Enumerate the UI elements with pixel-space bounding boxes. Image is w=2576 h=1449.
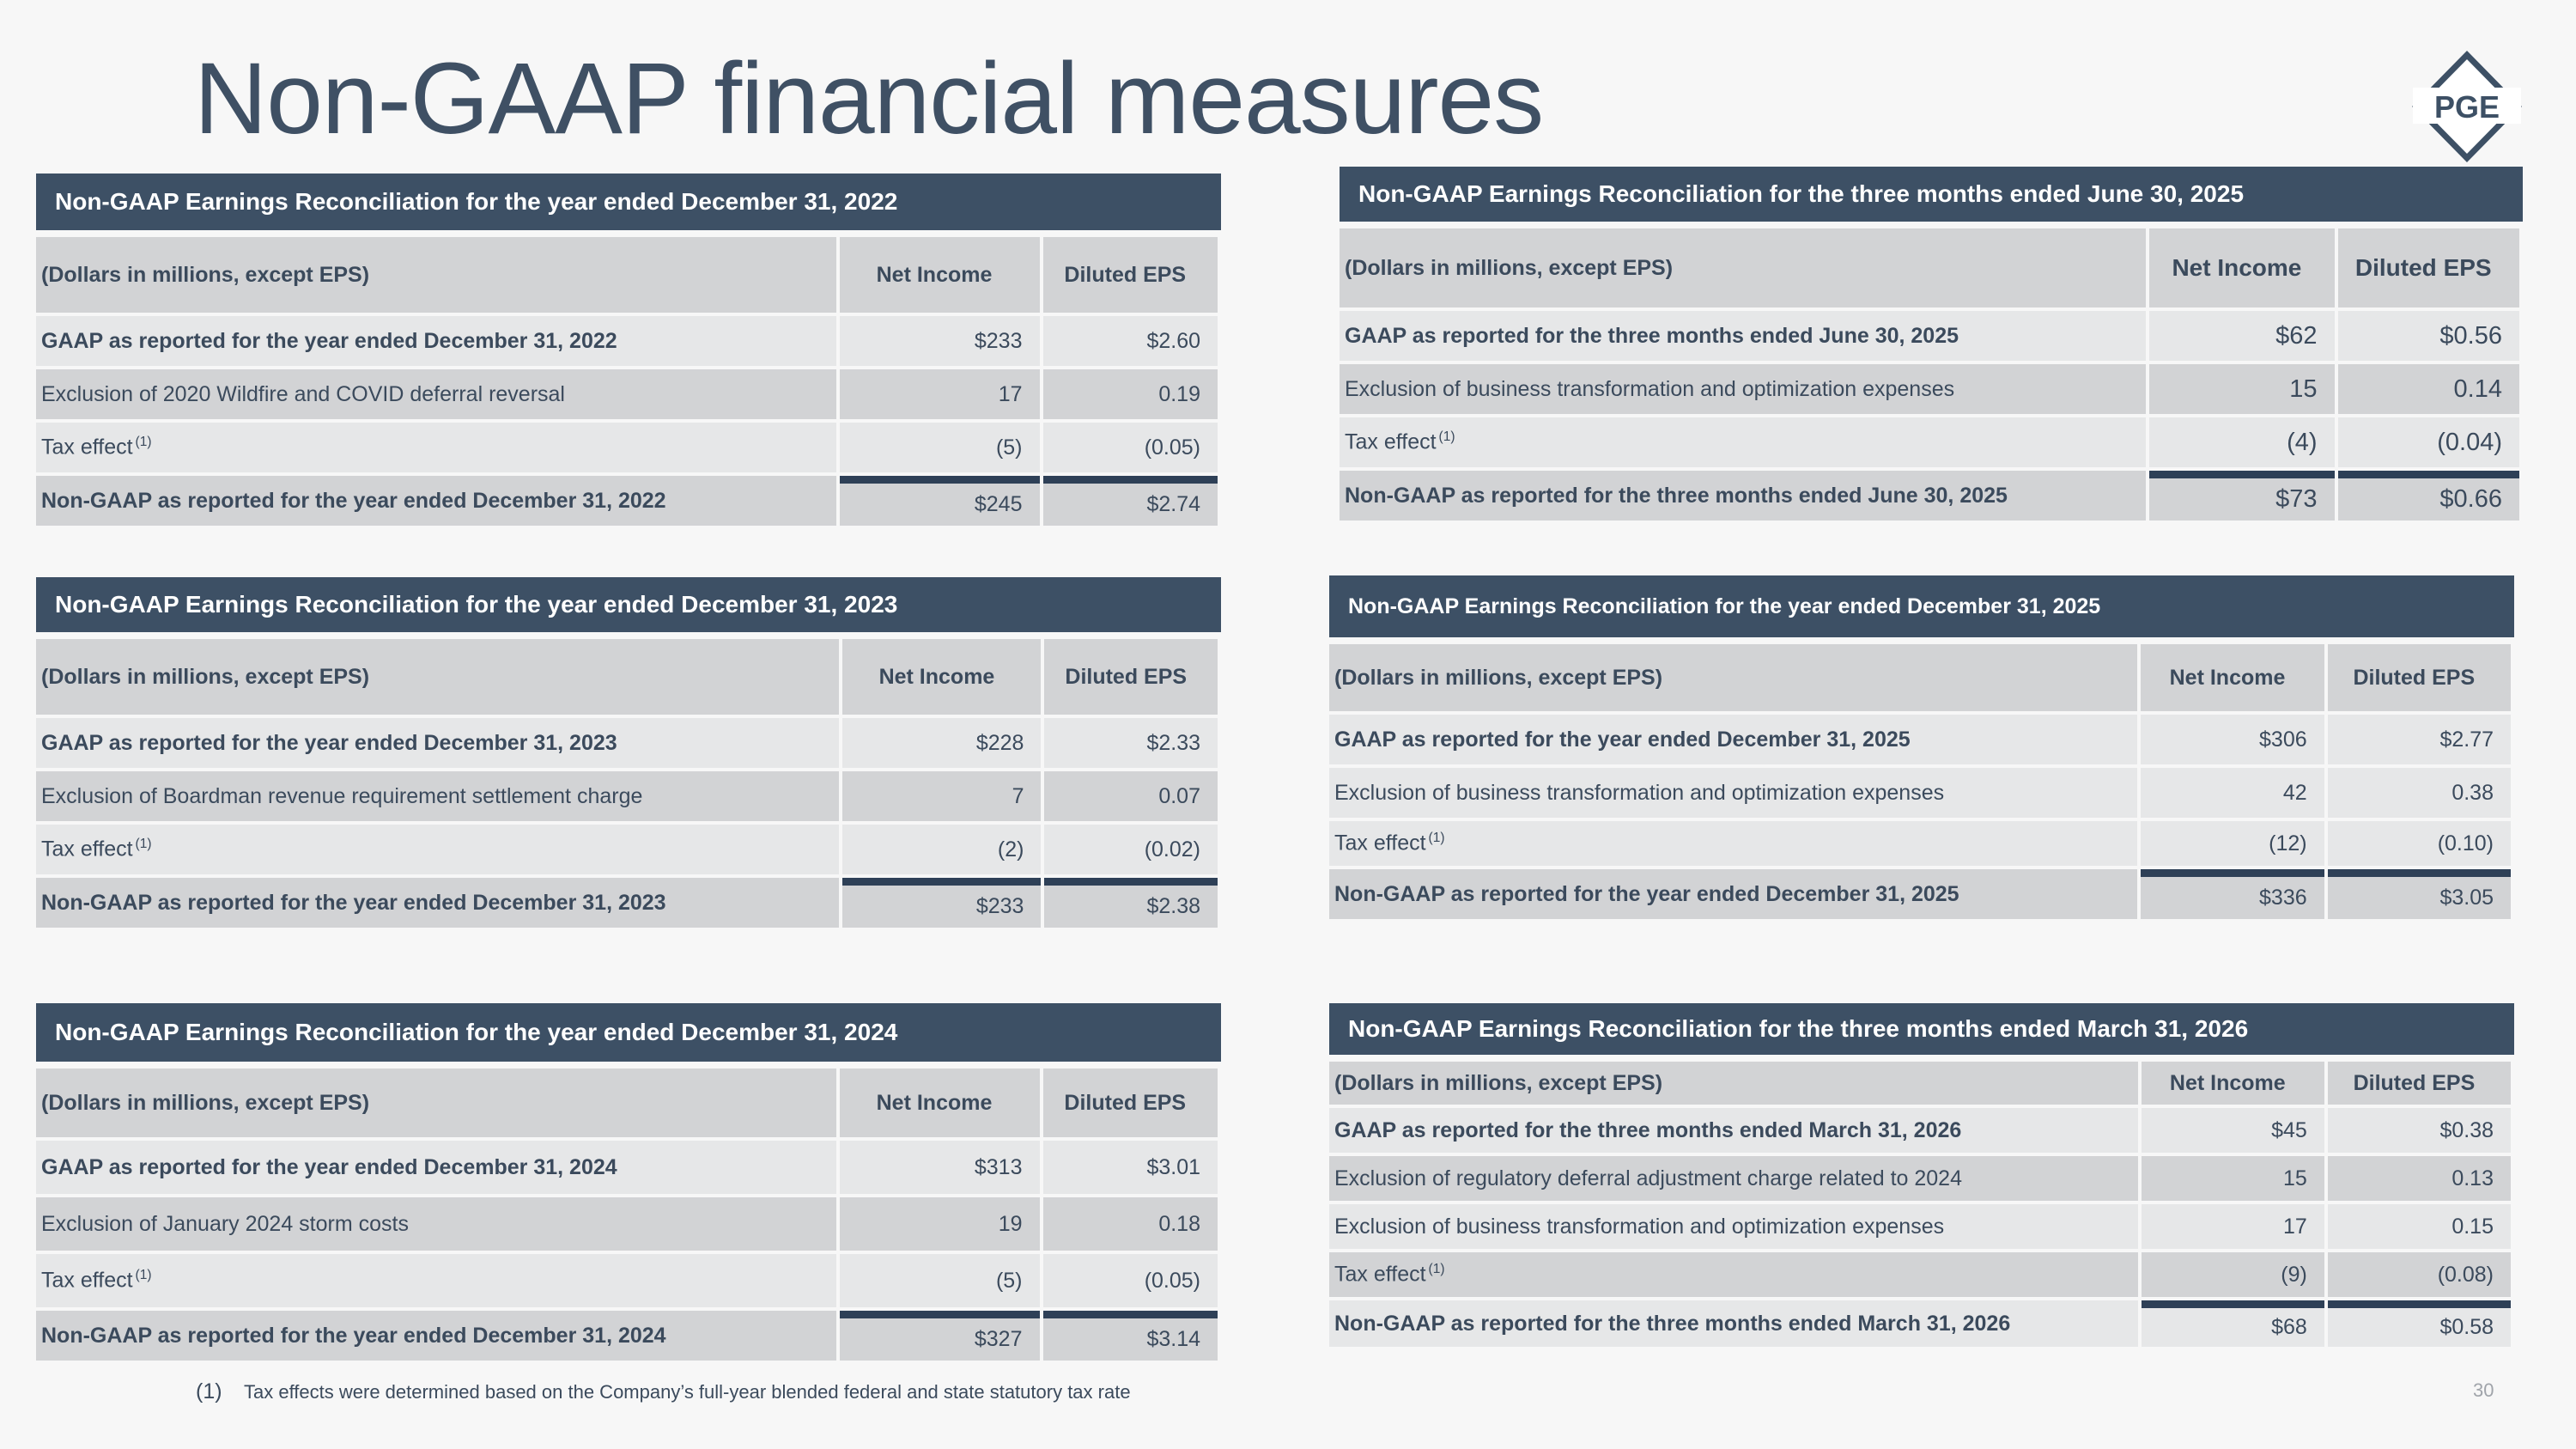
footnote-ref: (1) xyxy=(135,1268,152,1283)
cell-net-income: $68 xyxy=(2142,1300,2324,1347)
cell-net-income: (12) xyxy=(2141,821,2324,866)
cell-diluted-eps: (0.05) xyxy=(1043,423,1218,472)
cell-diluted-eps: $3.01 xyxy=(1043,1141,1218,1194)
column-net-income: Net Income xyxy=(2141,644,2324,711)
cell-diluted-eps: $0.66 xyxy=(2338,471,2519,521)
column-net-income: Net Income xyxy=(2142,1062,2324,1105)
cell-net-income: $73 xyxy=(2149,471,2334,521)
column-diluted-eps: Diluted EPS xyxy=(2328,1062,2511,1105)
cell-diluted-eps: (0.08) xyxy=(2328,1252,2511,1297)
cell-diluted-eps: (0.05) xyxy=(1043,1254,1218,1307)
footnote-text: Tax effects were determined based on the Company’s full-year blended federal and state statutory tax rate xyxy=(244,1381,1131,1403)
cell-diluted-eps: 0.19 xyxy=(1043,369,1218,419)
row-label: Exclusion of regulatory deferral adjustment charge related to 2024 xyxy=(1329,1156,2138,1201)
table-header: Non-GAAP Earnings Reconciliation for the three months ended June 30, 2025 xyxy=(1340,167,2523,222)
cell-diluted-eps: (0.04) xyxy=(2338,417,2519,467)
row-label: Exclusion of business transformation and optimization expenses xyxy=(1329,768,2137,818)
row-label: GAAP as reported for the year ended December 31, 2024 xyxy=(36,1141,836,1194)
row-label: Non-GAAP as reported for the year ended December 31, 2023 xyxy=(36,878,839,928)
footnote-mark: (1) xyxy=(196,1379,222,1403)
table-header: Non-GAAP Earnings Reconciliation for the year ended December 31, 2024 xyxy=(36,1003,1221,1062)
cell-net-income: 15 xyxy=(2142,1156,2324,1201)
row-label: Non-GAAP as reported for the year ended December 31, 2024 xyxy=(36,1311,836,1361)
cell-diluted-eps: $3.14 xyxy=(1043,1311,1218,1361)
column-diluted-eps: Diluted EPS xyxy=(1043,237,1218,313)
row-label-tax-effect: Tax effect $^{(1)}$ xyxy=(36,1254,836,1307)
cell-net-income: $313 xyxy=(840,1141,1040,1194)
footnote-ref: (1) xyxy=(1438,429,1455,445)
row-label-tax-effect: Tax effect $^{(1)}$ xyxy=(1329,821,2137,866)
cell-net-income: 42 xyxy=(2141,768,2324,818)
cell-diluted-eps: 0.15 xyxy=(2328,1204,2511,1249)
cell-net-income: $327 xyxy=(840,1311,1040,1361)
cell-net-income: 15 xyxy=(2149,364,2334,414)
row-label: GAAP as reported for the year ended December 31, 2023 xyxy=(36,718,839,768)
reconciliation-table-2025 xyxy=(1329,575,2514,922)
column-diluted-eps: Diluted EPS xyxy=(2338,228,2519,307)
cell-diluted-eps: 0.38 xyxy=(2328,768,2511,818)
column-label: (Dollars in millions, except EPS) xyxy=(36,237,836,313)
column-net-income: Net Income xyxy=(840,1068,1040,1137)
reconciliation-table-q1-2026 xyxy=(1329,1003,2514,1350)
cell-diluted-eps: 0.13 xyxy=(2328,1156,2511,1201)
cell-net-income: 17 xyxy=(840,369,1040,419)
column-net-income: Net Income xyxy=(842,639,1041,715)
cell-net-income: $233 xyxy=(842,878,1041,928)
row-label-tax-effect: Tax effect $^{(1)}$ xyxy=(1329,1252,2138,1297)
column-diluted-eps: Diluted EPS xyxy=(1044,639,1218,715)
reconciliation-table-2023 xyxy=(36,577,1221,931)
row-label: Exclusion of January 2024 storm costs xyxy=(36,1197,836,1251)
column-label: (Dollars in millions, except EPS) xyxy=(36,1068,836,1137)
row-label-tax-effect: Tax effect $^{(1)}$ xyxy=(36,825,839,874)
cell-net-income: 17 xyxy=(2142,1204,2324,1249)
row-label: Non-GAAP as reported for the three months ended June 30, 2025 xyxy=(1340,471,2146,521)
row-label: Exclusion of business transformation and optimization expenses xyxy=(1340,364,2146,414)
column-label: (Dollars in millions, except EPS) xyxy=(1340,228,2146,307)
logo-text: PGE xyxy=(2433,89,2500,125)
row-label: Non-GAAP as reported for the year ended December 31, 2022 xyxy=(36,476,836,526)
row-label: Non-GAAP as reported for the three months ended March 31, 2026 xyxy=(1329,1300,2138,1347)
cell-net-income: $62 xyxy=(2149,311,2334,361)
reconciliation-table-q2-2025 xyxy=(1340,167,2523,524)
cell-net-income: $306 xyxy=(2141,715,2324,764)
cell-net-income: $336 xyxy=(2141,869,2324,919)
row-label: Exclusion of Boardman revenue requirement settlement charge xyxy=(36,771,839,821)
table-header: Non-GAAP Earnings Reconciliation for the year ended December 31, 2023 xyxy=(36,577,1221,632)
cell-diluted-eps: (0.02) xyxy=(1044,825,1218,874)
cell-diluted-eps: $3.05 xyxy=(2328,869,2511,919)
column-label: (Dollars in millions, except EPS) xyxy=(1329,644,2137,711)
table-header: Non-GAAP Earnings Reconciliation for the year ended December 31, 2022 xyxy=(36,174,1221,230)
row-label: GAAP as reported for the three months ended June 30, 2025 xyxy=(1340,311,2146,361)
row-label-tax-effect: Tax effect $^{(1)}$ xyxy=(1340,417,2146,467)
row-label: Exclusion of business transformation and optimization expenses xyxy=(1329,1204,2138,1249)
cell-net-income: $245 xyxy=(840,476,1040,526)
footnote-ref: (1) xyxy=(1428,831,1445,846)
row-label: GAAP as reported for the three months ended March 31, 2026 xyxy=(1329,1108,2138,1153)
table-header: Non-GAAP Earnings Reconciliation for the three months ended March 31, 2026 xyxy=(1329,1003,2514,1055)
cell-net-income: (2) xyxy=(842,825,1041,874)
footnote-ref: (1) xyxy=(135,435,152,450)
cell-net-income: $233 xyxy=(840,316,1040,366)
cell-net-income: 7 xyxy=(842,771,1041,821)
reconciliation-table-2024 xyxy=(36,1003,1221,1364)
cell-diluted-eps: 0.07 xyxy=(1044,771,1218,821)
cell-net-income: (4) xyxy=(2149,417,2334,467)
pge-logo xyxy=(2411,50,2523,163)
column-label: (Dollars in millions, except EPS) xyxy=(1329,1062,2138,1105)
reconciliation-table-2022 xyxy=(36,174,1221,529)
cell-diluted-eps: $0.58 xyxy=(2328,1300,2511,1347)
footnote-ref: (1) xyxy=(1428,1262,1445,1277)
cell-net-income: 19 xyxy=(840,1197,1040,1251)
cell-diluted-eps: 0.14 xyxy=(2338,364,2519,414)
cell-net-income: (5) xyxy=(840,1254,1040,1307)
cell-diluted-eps: $2.74 xyxy=(1043,476,1218,526)
cell-net-income: $228 xyxy=(842,718,1041,768)
cell-diluted-eps: $2.33 xyxy=(1044,718,1218,768)
cell-diluted-eps: 0.18 xyxy=(1043,1197,1218,1251)
cell-diluted-eps: $2.77 xyxy=(2328,715,2511,764)
page-number: 30 xyxy=(2473,1379,2494,1401)
column-diluted-eps: Diluted EPS xyxy=(2328,644,2511,711)
column-label: (Dollars in millions, except EPS) xyxy=(36,639,839,715)
row-label: GAAP as reported for the year ended December 31, 2025 xyxy=(1329,715,2137,764)
cell-diluted-eps: $0.38 xyxy=(2328,1108,2511,1153)
cell-diluted-eps: $0.56 xyxy=(2338,311,2519,361)
cell-diluted-eps: $2.38 xyxy=(1044,878,1218,928)
page-title: Non-GAAP financial measures xyxy=(194,42,1544,155)
row-label: GAAP as reported for the year ended December 31, 2022 xyxy=(36,316,836,366)
column-net-income: Net Income xyxy=(840,237,1040,313)
cell-diluted-eps: $2.60 xyxy=(1043,316,1218,366)
cell-net-income: (5) xyxy=(840,423,1040,472)
table-header: Non-GAAP Earnings Reconciliation for the year ended December 31, 2025 xyxy=(1329,575,2514,637)
footnote xyxy=(196,1379,1131,1404)
cell-net-income: $45 xyxy=(2142,1108,2324,1153)
row-label: Non-GAAP as reported for the year ended December 31, 2025 xyxy=(1329,869,2137,919)
column-net-income: Net Income xyxy=(2149,228,2334,307)
cell-net-income: (9) xyxy=(2142,1252,2324,1297)
footnote-ref: (1) xyxy=(135,837,152,852)
row-label-tax-effect: Tax effect $^{(1)}$ xyxy=(36,423,836,472)
cell-diluted-eps: (0.10) xyxy=(2328,821,2511,866)
row-label: Exclusion of 2020 Wildfire and COVID deferral reversal xyxy=(36,369,836,419)
column-diluted-eps: Diluted EPS xyxy=(1043,1068,1218,1137)
